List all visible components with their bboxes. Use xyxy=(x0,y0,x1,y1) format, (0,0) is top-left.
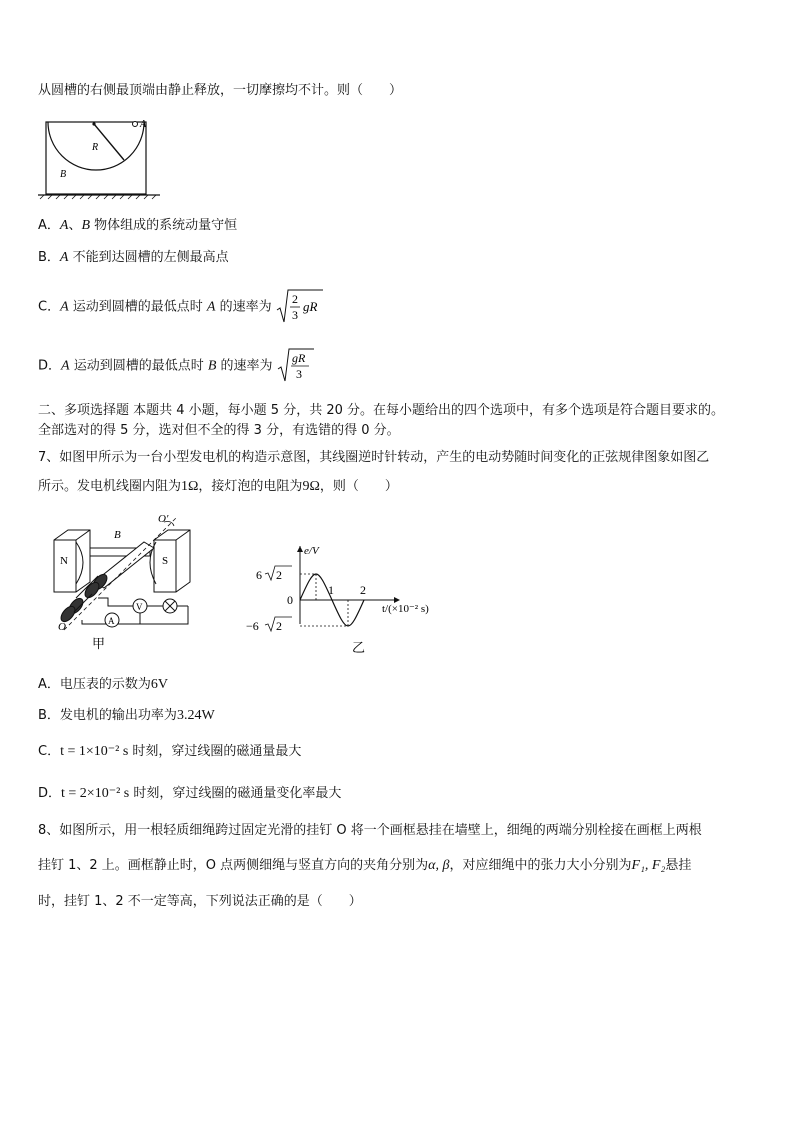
q6-option-b: B．A 不能到达圆槽的左侧最高点 xyxy=(38,250,229,265)
q7-generator-figure xyxy=(46,512,206,654)
svg-text:2: 2 xyxy=(360,583,366,597)
svg-text:1: 1 xyxy=(328,583,334,597)
svg-text:−6: −6 xyxy=(246,619,259,633)
svg-text:N: N xyxy=(60,555,68,567)
q6-stem-tail: 从圆槽的右侧最顶端由静止释放，一切摩擦均不计。则（ ） xyxy=(38,83,403,98)
q6-label-R: R xyxy=(92,142,99,153)
svg-text:2: 2 xyxy=(276,619,282,633)
svg-text:甲: 甲 xyxy=(92,637,106,652)
section-2-instructions-line2: 全部选对的得 5 分，选对但不全的得 3 分，有选错的得 0 分。 xyxy=(38,423,400,438)
q6-label-B: B xyxy=(60,169,67,180)
svg-text:2: 2 xyxy=(276,568,282,582)
q7-stem-line2: 所示。发电机线圈内阻为1Ω，接灯泡的电阻为9Ω，则（ ） xyxy=(38,479,398,494)
svg-text:3: 3 xyxy=(295,367,302,381)
svg-text:t/(×10⁻² s): t/(×10⁻² s) xyxy=(382,603,429,615)
svg-text:6: 6 xyxy=(256,568,262,582)
q7-option-a: A．电压表的示数为6V xyxy=(38,677,169,692)
q6-groove-figure xyxy=(36,116,166,202)
q6-option-a: A．A、B 物体组成的系统动量守恒 xyxy=(38,218,238,233)
section-2-instructions-line1: 二、多项选择题 本题共 4 小题，每小题 5 分，共 20 分。在每小题给出的四个选项中，有多个选项是符合题目要求的。 xyxy=(38,403,725,418)
svg-text:O′: O′ xyxy=(158,513,169,525)
svg-text:0: 0 xyxy=(287,593,293,607)
q6-option-c: C．A 运动到圆槽的最低点时 A 的速率为 2 3 gR xyxy=(38,288,324,327)
svg-text:乙: 乙 xyxy=(352,641,366,654)
q6-d-sqrt-formula xyxy=(277,347,315,385)
svg-text:e/V: e/V xyxy=(304,545,319,557)
svg-text:2: 2 xyxy=(291,292,298,306)
q7-stem-line1: 7、如图甲所示为一台小型发电机的构造示意图，其线圈逆时针转动，产生的电动势随时间变化的正弦规律图象如图乙 xyxy=(38,450,710,465)
q8-stem-line1: 8、如图所示，用一根轻质细绳跨过固定光滑的挂钉 O 将一个画框悬挂在墙壁上，细绳的两端分别栓接在画框上两根 xyxy=(38,823,702,838)
q7-option-c: C．t = 1×10⁻² s 时刻，穿过线圈的磁通量最大 xyxy=(38,744,302,759)
svg-text:gR: gR xyxy=(291,351,306,365)
svg-text:B: B xyxy=(114,529,121,541)
q6-c-sqrt-formula xyxy=(276,288,324,326)
q6-option-d: D．A 运动到圆槽的最低点时 B 的速率为 gR 3 xyxy=(38,347,315,386)
svg-text:V: V xyxy=(136,602,143,612)
q8-stem-line3: 时，挂钉 1、2 不一定等高，下列说法正确的是（ ） xyxy=(38,894,362,909)
svg-text:O: O xyxy=(58,621,66,633)
q7-emf-graph xyxy=(244,542,454,654)
q7-option-d: D．t = 2×10⁻² s 时刻，穿过线圈的磁通量变化率最大 xyxy=(38,786,342,801)
svg-text:gR: gR xyxy=(302,299,318,314)
q6-label-A: A xyxy=(140,119,147,130)
svg-text:3: 3 xyxy=(291,308,298,322)
q7-option-b: B．发电机的输出功率为3.24W xyxy=(38,708,215,723)
svg-text:S: S xyxy=(162,555,169,567)
q8-stem-line2: 挂钉 1、2 上。画框静止时，O 点两侧细绳与竖直方向的夹角分别为α, β，对应细绳中的张力大小分别为F₁, F₂悬挂 xyxy=(38,858,692,873)
svg-text:A: A xyxy=(108,616,115,626)
